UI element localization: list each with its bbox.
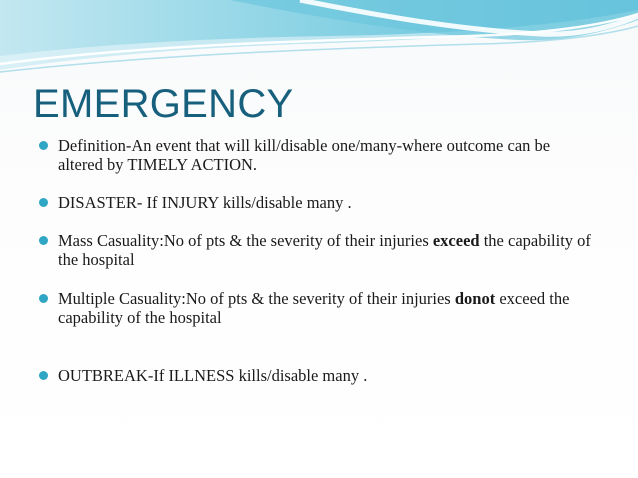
wave-header-decoration (0, 0, 638, 80)
bullet-mass-casuality (39, 231, 599, 269)
bullet-text: OUTBREAK-If ILLNESS kills/disable many . (58, 366, 368, 385)
bullet-dot-icon (39, 294, 48, 303)
bullet-dot-icon (39, 141, 48, 150)
bullet-text-bold: exceed (432, 231, 480, 250)
bullet-outbreak (39, 366, 599, 385)
bullet-multiple-casuality (39, 289, 599, 327)
bullet-dot-icon (39, 198, 48, 207)
bullet-text-post: exceed the capability of the hospital (58, 289, 570, 327)
slide-title: EMERGENCY (33, 82, 294, 126)
bullet-dot-icon (39, 371, 48, 380)
bullet-dot-icon (39, 236, 48, 245)
bullet-text-pre: Multiple Casuality:No of pts & the severity of their injuries (58, 289, 455, 308)
bullet-list (39, 136, 599, 385)
bullet-text-bold: donot (454, 289, 496, 308)
bullet-text-post: the capability of the hospital (58, 231, 591, 269)
bullet-disaster (39, 193, 599, 212)
bullet-definition (39, 136, 599, 174)
bullet-text: Definition-An event that will kill/disable one/many-where outcome can be altered by TIMELY ACTION. (58, 136, 551, 174)
bullet-text: DISASTER- If INJURY kills/disable many . (58, 193, 352, 212)
bullet-text-pre: Mass Casuality:No of pts & the severity of their injuries (58, 231, 433, 250)
